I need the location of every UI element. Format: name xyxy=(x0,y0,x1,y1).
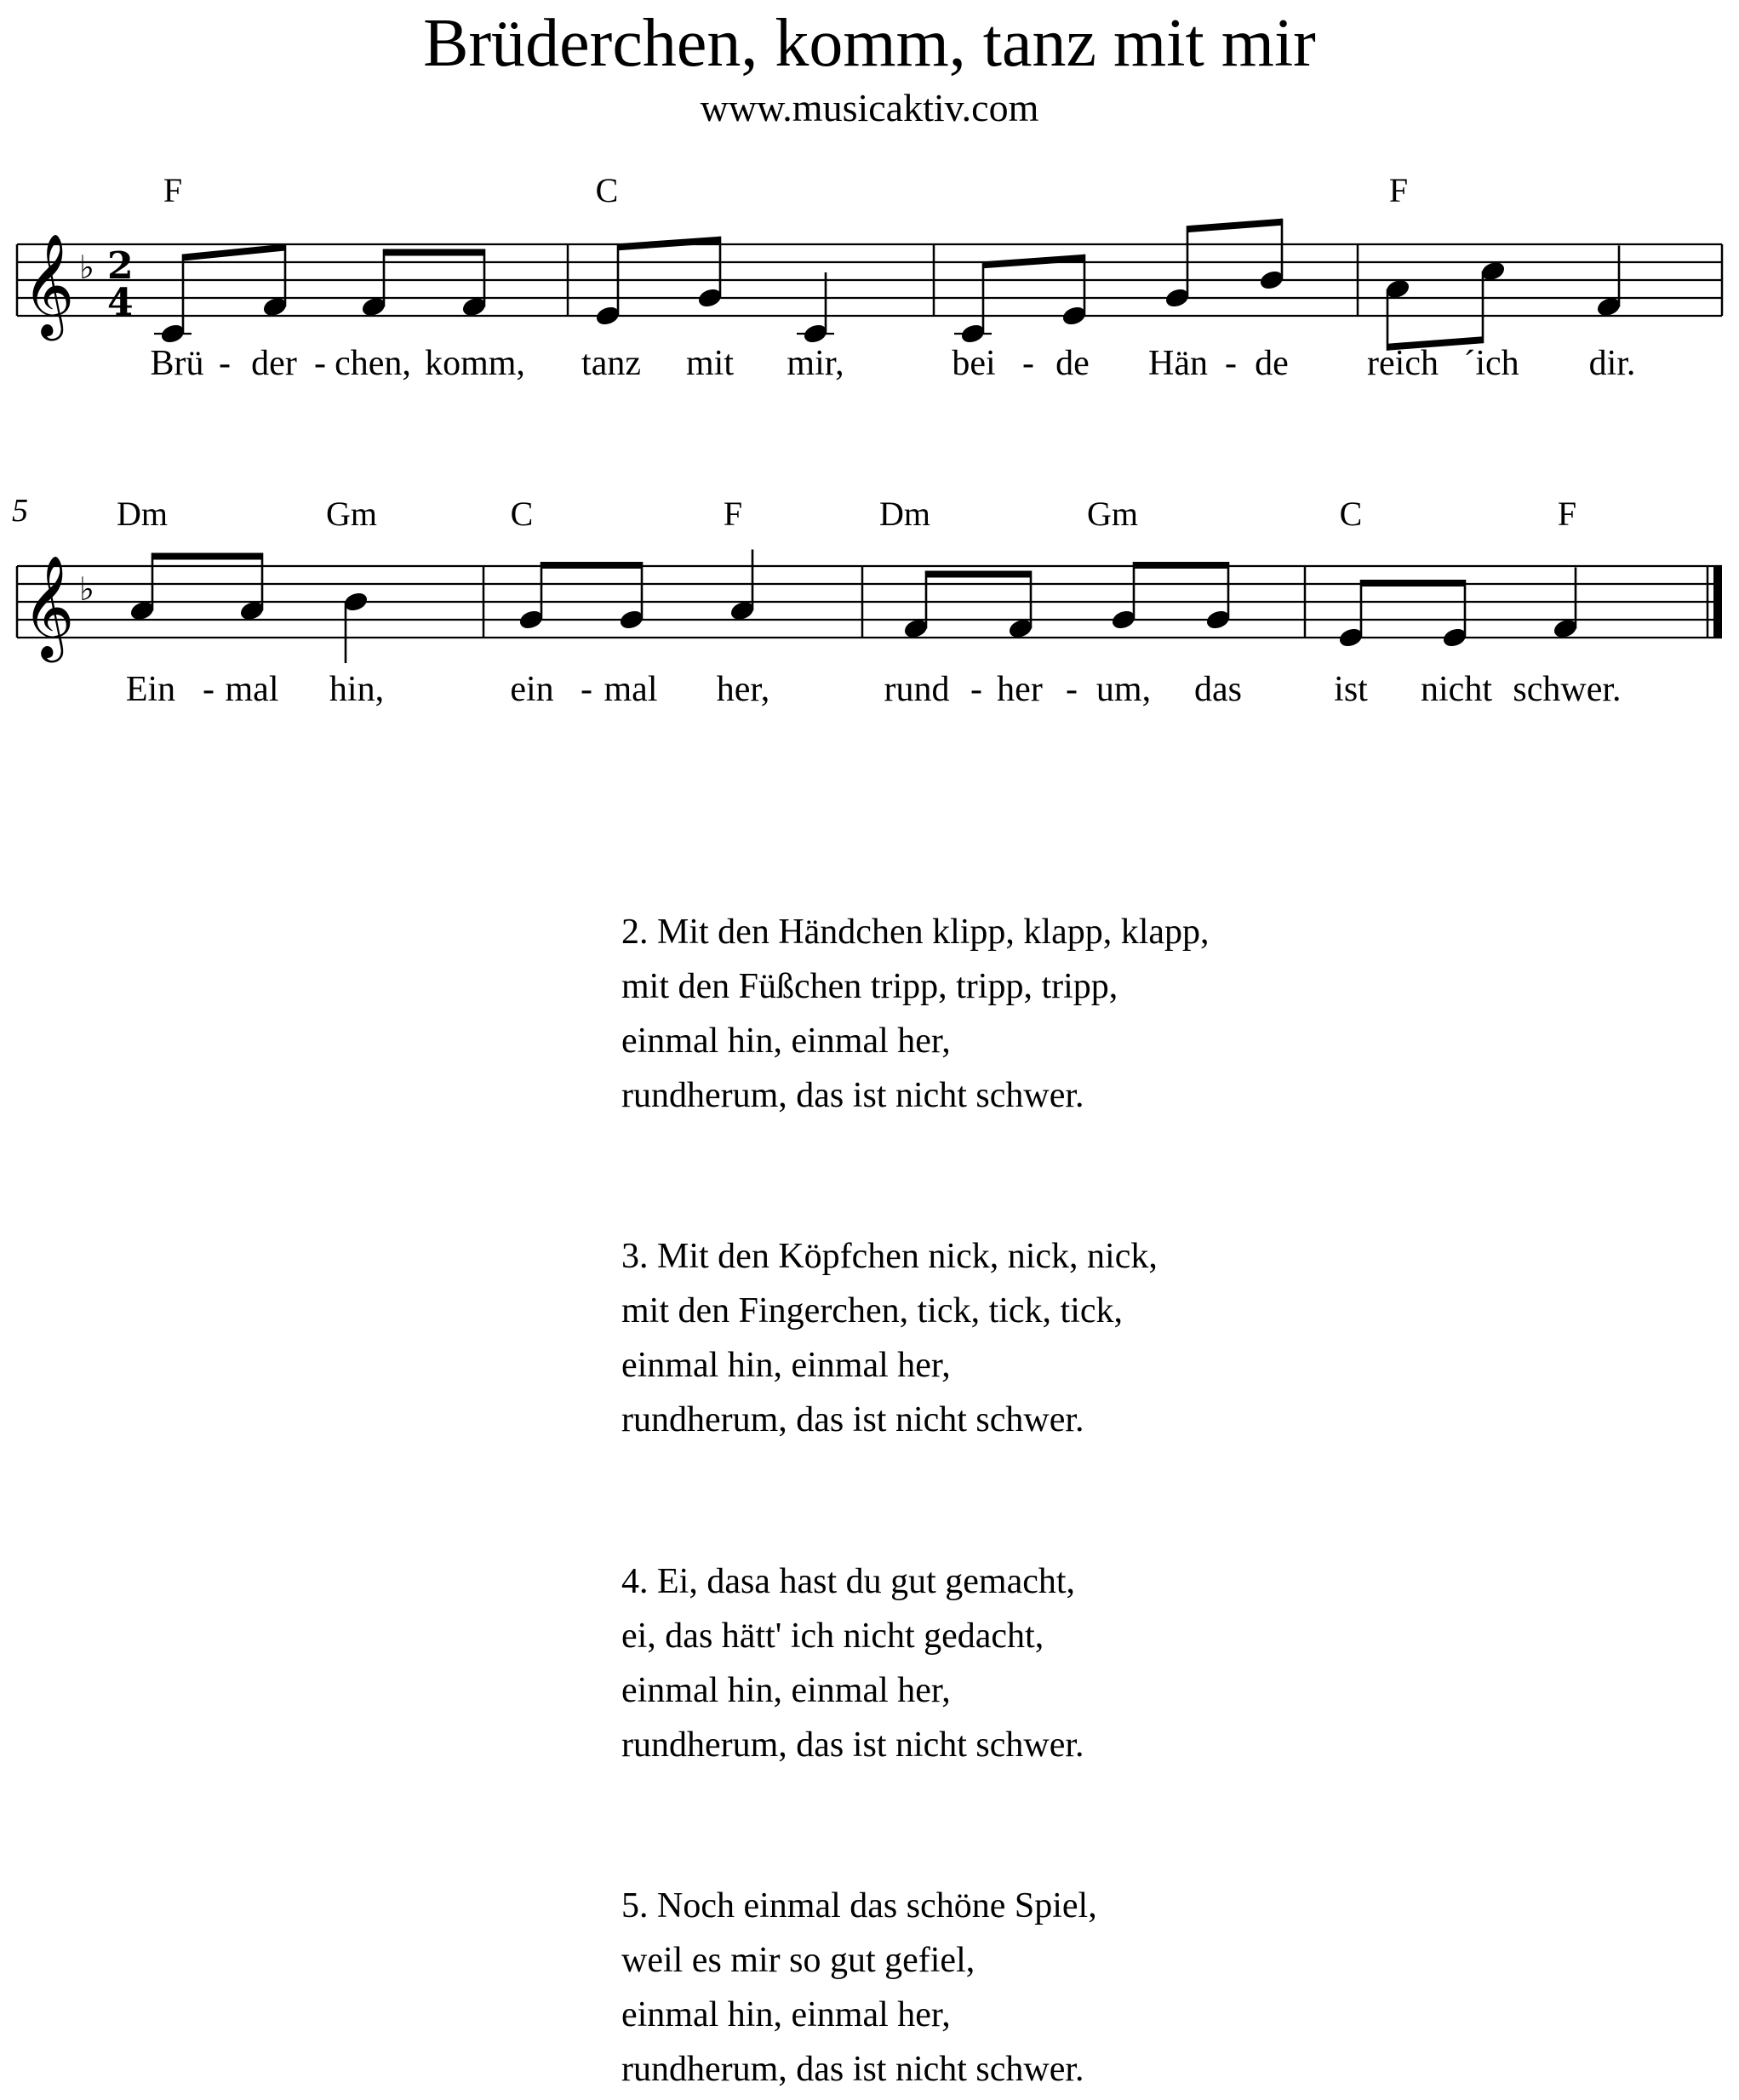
chord-symbol: F xyxy=(163,171,183,209)
lyric-syllable: schwer. xyxy=(1513,670,1622,709)
note-beam xyxy=(183,244,285,261)
chord-symbol: Gm xyxy=(326,495,377,533)
note-beam xyxy=(1361,580,1465,587)
note-head xyxy=(363,299,385,316)
verse-line: mit den Fingerchen, tick, tick, tick, xyxy=(621,1291,1124,1330)
lyric-syllable: komm, xyxy=(425,344,525,383)
verse-5 xyxy=(621,1879,1097,2097)
note-beam xyxy=(384,249,484,256)
note-head xyxy=(962,325,984,342)
verse-line: einmal hin, einmal her, xyxy=(621,1346,951,1385)
lyric-syllable: Brü xyxy=(150,344,204,383)
verse-line: 5. Noch einmal das schöne Spiel, xyxy=(621,1886,1097,1925)
note-head xyxy=(131,603,153,620)
note-beam xyxy=(541,562,642,569)
chord-symbol: F xyxy=(1388,171,1409,209)
verse-line: rundherum, das ist nicht schwer. xyxy=(621,1076,1084,1115)
note-head xyxy=(345,593,367,610)
note-beam xyxy=(1134,562,1228,569)
note-head xyxy=(241,603,263,620)
lyric-syllable: ist xyxy=(1334,670,1368,709)
note-head xyxy=(1063,307,1085,324)
lyric-syllable: ein xyxy=(510,670,554,709)
note-head xyxy=(520,611,542,628)
note-head xyxy=(731,603,753,620)
lyric-syllable: reich xyxy=(1367,344,1439,383)
note-head xyxy=(1387,281,1409,298)
lyric-syllable: de xyxy=(1055,344,1090,383)
lyric-syllable: hin, xyxy=(329,670,385,709)
lyric-syllable: das xyxy=(1194,670,1242,709)
hyphen: - xyxy=(1066,670,1078,709)
hyphen: - xyxy=(1225,344,1237,383)
lyric-syllable: Hän xyxy=(1148,344,1208,383)
note-beam xyxy=(983,255,1084,268)
note-beam xyxy=(152,553,262,560)
lyric-syllable: dir. xyxy=(1588,344,1636,383)
lyric-syllable: chen, xyxy=(335,344,411,383)
note-head xyxy=(621,611,643,628)
hyphen: - xyxy=(581,670,592,709)
note-head xyxy=(1554,621,1576,638)
verse-line: weil es mir so gut gefiel, xyxy=(621,1941,975,1980)
verse-line: 2. Mit den Händchen klipp, klapp, klapp, xyxy=(621,913,1210,952)
website-url: www.musicaktiv.com xyxy=(700,86,1039,129)
lyric-syllable: mal xyxy=(225,670,279,709)
note-beam xyxy=(926,571,1031,578)
verse-3 xyxy=(621,1229,1158,1447)
svg-text:♭: ♭ xyxy=(79,570,94,608)
note-head xyxy=(1444,629,1466,646)
hyphen: - xyxy=(203,670,215,709)
note-head xyxy=(463,299,485,316)
hyphen: - xyxy=(970,670,982,709)
verse-2 xyxy=(621,905,1210,1123)
lyric-syllable: rund xyxy=(884,670,950,709)
chord-symbol: C xyxy=(595,171,619,209)
note-beam xyxy=(1187,219,1282,232)
note-head xyxy=(699,289,721,306)
verse-line: 3. Mit den Köpfchen nick, nick, nick, xyxy=(621,1237,1158,1276)
chord-symbol: Dm xyxy=(879,495,930,533)
hyphen: - xyxy=(1022,344,1034,383)
chord-symbol: F xyxy=(723,495,743,533)
svg-text:2: 2 xyxy=(107,244,134,288)
lyric-syllable: her, xyxy=(716,670,770,709)
note-head xyxy=(1010,621,1032,638)
lyric-syllable: tanz xyxy=(581,344,641,383)
verse-line: einmal hin, einmal her, xyxy=(621,1995,951,2034)
svg-text:4: 4 xyxy=(107,281,134,324)
chord-symbol: Dm xyxy=(117,495,168,533)
verse-line: einmal hin, einmal her, xyxy=(621,1671,951,1710)
verse-line: rundherum, das ist nicht schwer. xyxy=(621,1725,1084,1765)
lyric-syllable: mir, xyxy=(787,344,844,383)
verse-line: rundherum, das ist nicht schwer. xyxy=(621,1400,1084,1439)
lyric-syllable: um, xyxy=(1095,670,1152,709)
note-head xyxy=(1113,611,1135,628)
note-head xyxy=(1261,272,1283,289)
hyphen: - xyxy=(219,344,231,383)
verse-line: rundherum, das ist nicht schwer. xyxy=(621,2050,1084,2089)
verse-line: mit den Füßchen tripp, tripp, tripp, xyxy=(621,967,1118,1006)
hyphen: - xyxy=(314,344,326,383)
note-head xyxy=(1166,289,1188,306)
note-head xyxy=(905,621,927,638)
lyric-syllable: ´ich xyxy=(1463,344,1519,383)
lyric-syllable: mit xyxy=(685,344,735,383)
note-head xyxy=(1482,263,1504,280)
verse-line: ei, das hätt' ich nicht gedacht, xyxy=(621,1616,1044,1656)
note-head xyxy=(1340,629,1362,646)
svg-text:𝄞: 𝄞 xyxy=(22,554,75,658)
chord-symbol: C xyxy=(1339,495,1363,533)
lyric-syllable: her xyxy=(997,670,1043,709)
lyric-syllable: Ein xyxy=(125,670,176,709)
verse-line: einmal hin, einmal her, xyxy=(621,1021,951,1061)
note-head xyxy=(162,325,184,342)
measure-number: 5 xyxy=(12,493,28,529)
lyric-syllable: de xyxy=(1255,344,1289,383)
lyric-syllable: nicht xyxy=(1421,670,1492,709)
svg-text:𝄞: 𝄞 xyxy=(22,232,75,336)
chord-symbol: C xyxy=(510,495,534,533)
lyric-syllable: bei xyxy=(952,344,996,383)
note-head xyxy=(804,325,827,342)
note-head xyxy=(597,307,619,324)
verse-line: 4. Ei, dasa hast du gut gemacht, xyxy=(621,1562,1076,1601)
chord-symbol: Gm xyxy=(1087,495,1138,533)
note-head xyxy=(264,299,286,316)
verse-4 xyxy=(621,1554,1084,1772)
lyric-syllable: mal xyxy=(604,670,658,709)
note-head xyxy=(1207,611,1229,628)
song-title: Brüderchen, komm, tanz mit mir xyxy=(423,6,1316,81)
chord-symbol: F xyxy=(1557,495,1577,533)
note-head xyxy=(1598,299,1620,316)
svg-text:♭: ♭ xyxy=(79,249,94,286)
note-beam xyxy=(618,237,720,250)
lyric-syllable: der xyxy=(251,344,297,383)
